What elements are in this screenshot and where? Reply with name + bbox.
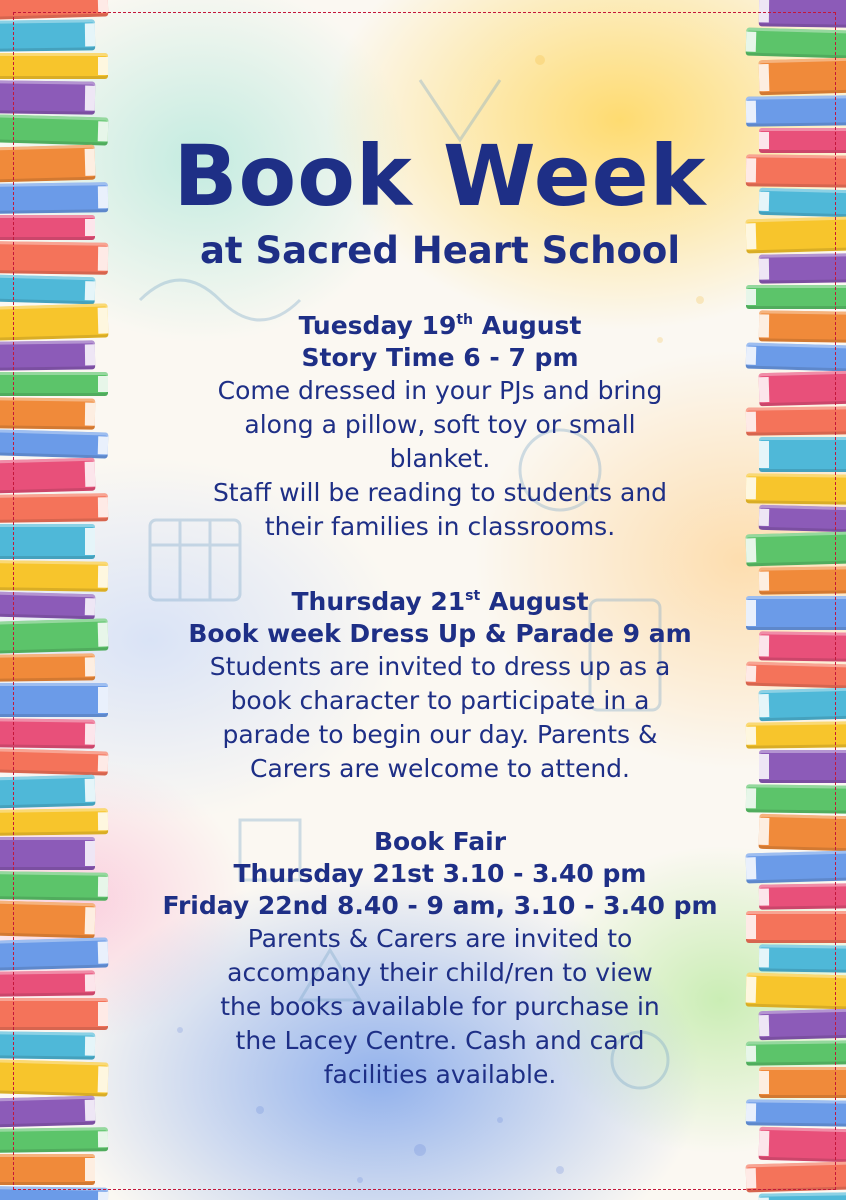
book-spine [759,1192,846,1200]
book-spine [0,1096,95,1128]
book-spine [0,524,95,559]
book-spine [0,970,95,996]
book-spine [759,1009,846,1041]
event-line: their families in classrooms. [264,512,616,541]
book-spine [0,182,108,214]
book-spine [759,188,846,218]
book-spine [759,750,846,783]
book-spine [746,406,846,435]
book-spine [0,340,95,370]
book-spine [746,596,846,630]
event-line: Come dressed in your PJs and bring [217,376,663,405]
book-spine [759,0,846,28]
book-spine [746,1040,846,1065]
book-spine [759,58,846,96]
event-subheading: Story Time 6 - 7 pm [301,343,579,372]
book-spine [0,683,108,717]
book-spine [0,748,108,775]
book-spine [746,721,846,748]
event-story-time [120,310,760,544]
poster-title: Book Week [173,127,707,225]
event-line: parade to begin our day. Parents & [222,720,658,749]
event-line: Students are invited to dress up as a [209,652,671,681]
event-time: Thursday 21st 3.10 - 3.40 pm [233,859,647,888]
book-spine [759,1067,846,1098]
event-date-month: August [480,587,589,616]
book-spine [746,95,846,126]
book-spine [0,241,108,275]
book-spine [746,285,846,309]
event-time: Friday 22nd 8.40 - 9 am, 3.10 - 3.40 pm [162,891,718,920]
event-line: book character to participate in a [230,686,650,715]
book-spine [0,871,108,901]
book-spine [0,592,95,620]
book-spine [0,19,95,51]
event-heading: Book Fair [373,827,507,856]
book-spine [746,911,846,943]
book-spine [759,253,846,283]
book-spine [0,0,108,20]
book-spine [746,532,846,567]
event-line: blanket. [389,444,491,473]
book-spine [0,493,108,523]
book-spine [0,1186,108,1200]
book-spine [746,154,846,187]
book-spine [759,944,846,972]
book-spine [746,343,846,372]
event-line: along a pillow, soft toy or small [244,410,636,439]
book-spine [746,28,846,59]
poster-subtitle: at Sacred Heart School [199,229,681,272]
book-spine [0,901,95,939]
book-spine [746,851,846,884]
book-spine [0,397,95,429]
date-ordinal-suffix: th [456,312,474,328]
book-spine [0,215,95,240]
book-spine [0,998,108,1030]
event-line: the books available for purchase in [220,992,660,1021]
book-spine [0,1127,108,1153]
book-spine [0,1031,95,1059]
book-spine [759,437,846,472]
book-spine [0,937,108,970]
event-line: Carers are welcome to attend. [249,754,631,783]
book-spine [0,372,108,396]
event-line: Parents & Carers are invited to [247,924,633,953]
book-spine [0,718,95,748]
book-spine [0,1059,108,1096]
event-line: the Lacey Centre. Cash and card [235,1026,645,1055]
event-line: accompany their child/ren to view [227,958,653,987]
event-line: Staff will be reading to students and [212,478,668,507]
book-spine [759,505,846,533]
book-spine [746,1099,846,1126]
book-spine [746,473,846,504]
book-spine [0,303,108,340]
book-spine [746,217,846,254]
book-spine [746,784,846,813]
event-date [120,310,760,342]
book-spine [0,560,108,592]
book-spine [0,653,95,681]
book-spine [759,310,846,342]
event-date-day: Tuesday 19 [298,311,457,340]
event-line: facilities available. [323,1060,557,1089]
event-date-month: August [473,311,582,340]
book-spine [746,662,846,689]
event-subheading: Book week Dress Up & Parade 9 am [188,619,692,648]
book-spine [0,775,95,809]
book-spine [0,1154,95,1185]
book-spine [0,837,95,870]
event-date [120,586,760,618]
event-dress-up-parade [120,586,760,786]
book-spine [759,814,846,852]
book-spine [0,53,108,79]
book-spine [759,688,846,722]
book-spine [759,128,846,153]
book-spine [0,458,95,494]
book-spine [759,566,846,594]
event-date-day: Thursday 21 [291,587,466,616]
book-spine [759,883,846,909]
book-spine [0,114,108,145]
book-spine [0,618,108,653]
book-spine [759,371,846,407]
event-book-fair [120,826,760,1092]
date-ordinal-suffix: st [465,588,481,604]
book-spine [759,1127,846,1163]
book-spine [0,429,108,458]
left-book-stack [0,0,114,1200]
book-spine [0,808,108,836]
book-spine [0,145,95,183]
book-spine [746,1162,846,1193]
book-spine [759,631,846,661]
book-spine [0,80,95,114]
book-spine [0,275,95,305]
book-spine [746,973,846,1010]
